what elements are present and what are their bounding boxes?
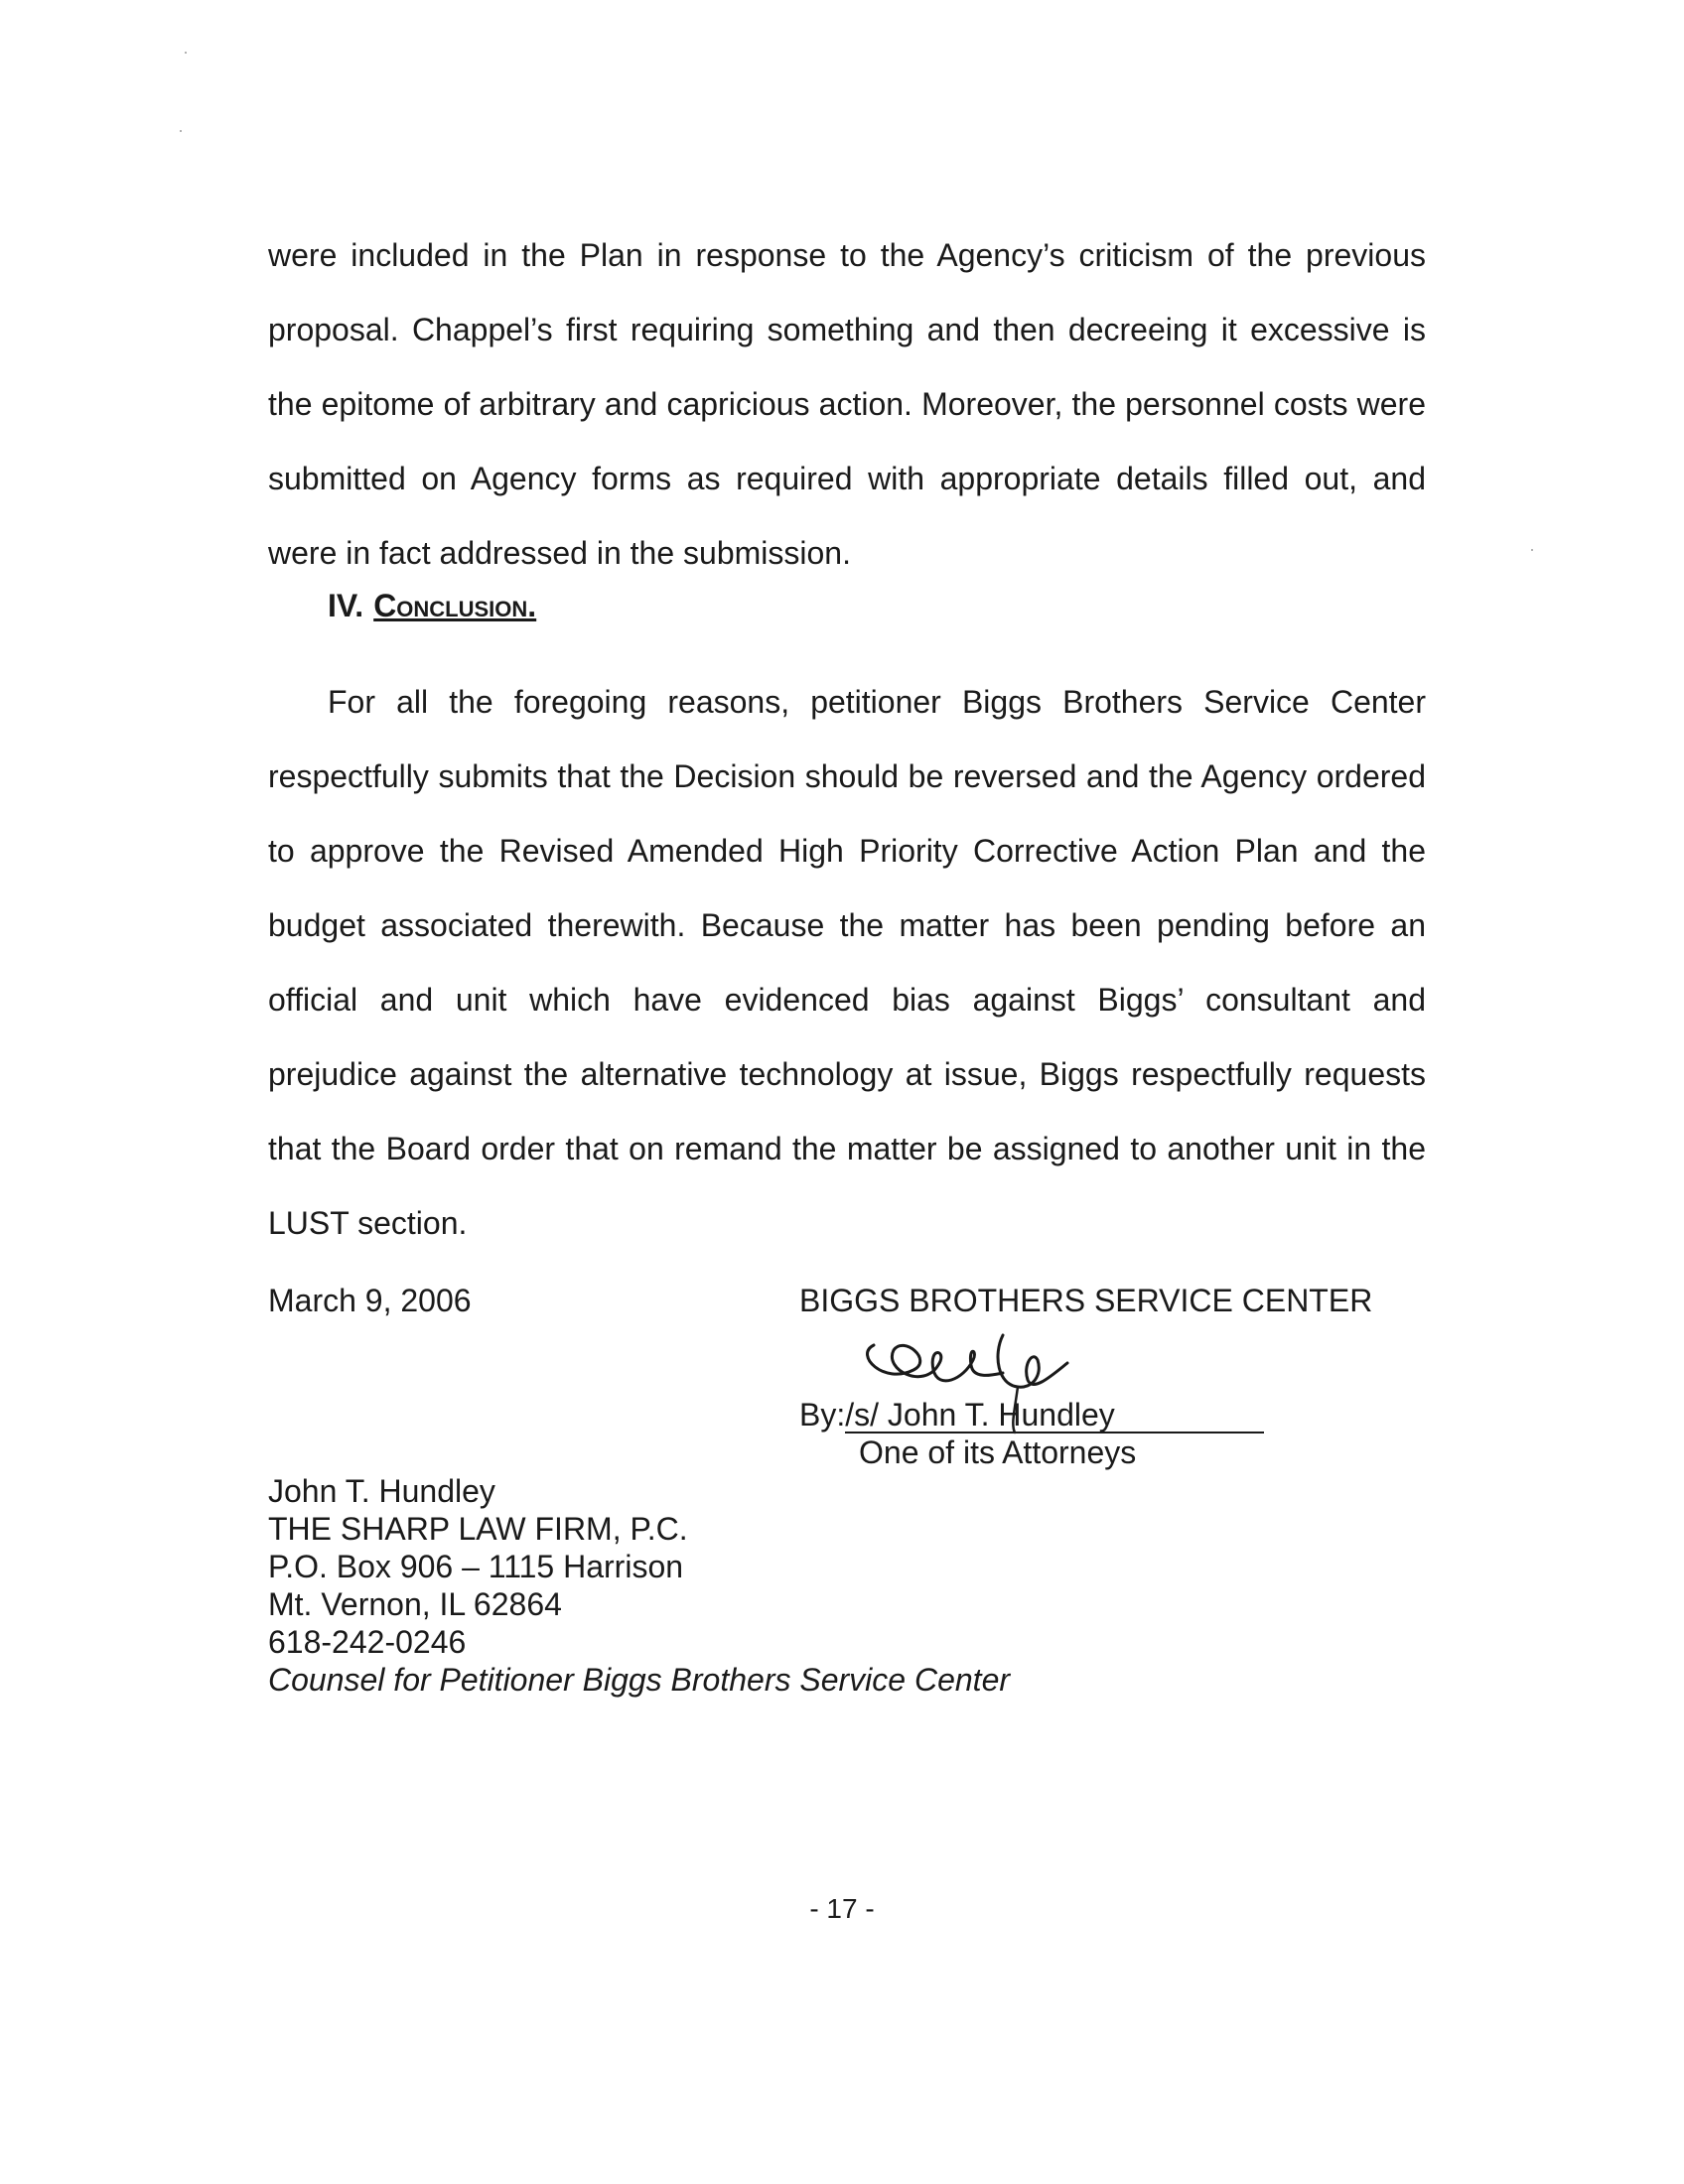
section-number: IV. (328, 588, 364, 623)
signer-name: /s/ John T. Hundley (845, 1397, 1115, 1433)
scan-speck (185, 52, 187, 54)
counsel-address-line2: Mt. Vernon, IL 62864 (268, 1586, 562, 1622)
filing-date: March 9, 2006 (268, 1283, 472, 1318)
counsel-firm: THE SHARP LAW FIRM, P.C. (268, 1511, 688, 1547)
counsel-name: John T. Hundley (268, 1473, 495, 1509)
party-name: BIGGS BROTHERS SERVICE CENTER (799, 1283, 1373, 1318)
section-heading (328, 586, 536, 625)
counsel-block (268, 1472, 1010, 1699)
signer-role: One of its Attorneys (859, 1434, 1137, 1470)
counsel-phone: 618-242-0246 (268, 1624, 467, 1660)
counsel-address-line1: P.O. Box 906 – 1115 Harrison (268, 1549, 684, 1584)
signature-fill (845, 1398, 1264, 1433)
body-paragraph-conclusion: For all the foregoing reasons, petitioner Biggs Brothers Service Center respectfully submits that the Decision should be reversed and the Agency ordered to approve the Revised Amended High Priority Corrective Action Plan and the budget associated therewith. Because the matter has been pending before an official and unit which have evidenced bias against Biggs’ consultant and prejudice against the alternative technology at issue, Biggs respectfully requests that the Board order that on remand the matter be assigned to another unit in the LUST section. (268, 684, 1426, 1241)
scan-speck (180, 130, 182, 132)
counsel-role: Counsel for Petitioner Biggs Brothers Service Center (268, 1662, 1011, 1698)
by-prefix: By: (799, 1397, 846, 1433)
scan-speck (1531, 549, 1533, 551)
body-paragraph-continued: were included in the Plan in response to the Agency’s criticism of the previous proposal. Chappel’s first requiring something and then decreeing it excessive is the epitome of arbitrary and capricious action. Moreover, the personnel costs were submitted on Agency forms as required with appropriate details filled out, and were in fact addressed in the submission. (268, 237, 1426, 571)
page-number: - 17 - (809, 1893, 875, 1924)
signature-line (799, 1395, 1264, 1434)
section-title: Conclusion. (373, 588, 537, 623)
